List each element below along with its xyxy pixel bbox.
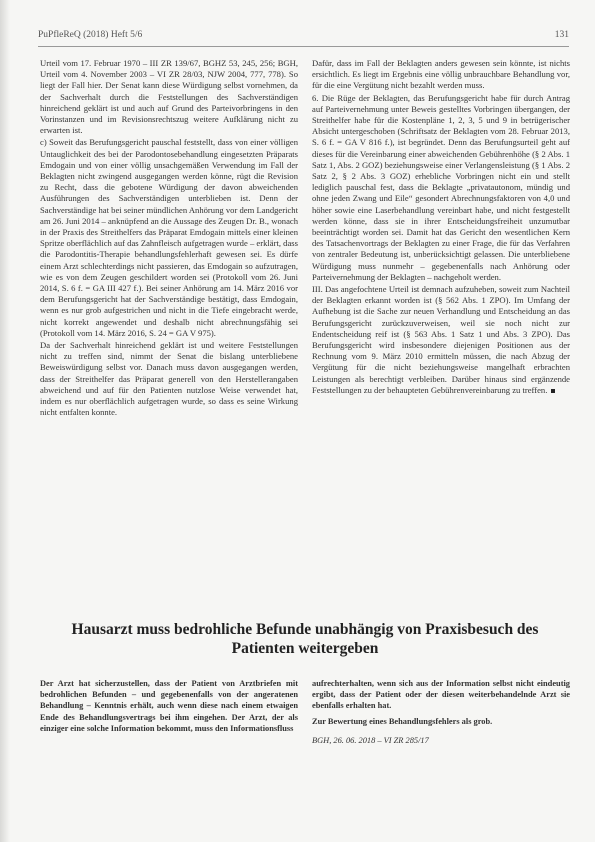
upper-article-body: [40, 58, 570, 588]
lower-right-column: [312, 678, 570, 747]
article-end-mark: [551, 389, 555, 393]
court-citation: BGH, 26. 06. 2018 – VI ZR 285/17: [312, 735, 429, 745]
paragraph: Da der Sachverhalt hinreichend geklärt ist und weitere Feststellungen nicht zu treffen sind, nimmt der Senat die bislang unterbliebene Beweiswürdigung selbst vor. Danach muss davon ausgegangen werden, dass der Streithelfer das Präparat generell von den Herstellerangaben abweichend und auf für den Patienten nutzlose Weise verwendet hat, indem es nur oberflächlich aufgetragen wurde, so dass es seine Wirkung nicht entfalten konnte.: [40, 340, 298, 418]
headnote-note: Zur Bewertung eines Behandlungsfehlers als grob.: [312, 716, 493, 726]
paragraph: [312, 284, 570, 396]
article-headline: Hausarzt muss bedrohliche Befunde unabhängig von Praxisbesuch des Patienten weitergeben: [71, 621, 539, 657]
headnote-text: Der Arzt hat sicherzustellen, dass der Patient von Arztbriefen mit bedrohlichen Befunden – und gegebenenfalls von der angeratenen Behandlung – Kenntnis erhält, auch wenn diese nach einem etwaigen Ende des Behandlungsvertrags bei ihm eingehen. Der Arzt, der als einziger eine solche Information bekommt, muss den Informationsfluss: [40, 679, 298, 733]
lower-left-column: [40, 678, 298, 735]
header-divider: [38, 46, 569, 47]
left-column: [40, 58, 298, 420]
paragraph: Urteil vom 17. Februar 1970 – III ZR 139/67, BGHZ 53, 245, 256; BGH, Urteil vom 4. November 2003 – VI ZR 28/03, NJW 2004, 777, 778). So liegt der Fall hier. Der Senat kann diese Würdigung selbst vornehmen, da der Sachverhalt durch die Feststellungen des Sachverständigen hinreichend geklärt ist und auch auf Grund des Parteivorbringens in den Vorinstanzen und im Revisionsrechtszug weitere Aufklärung nicht zu erwarten ist.: [40, 58, 298, 136]
paragraph-text: III. Das angefochtene Urteil ist demnach aufzuheben, soweit zum Nachteil der Beklagten erkannt worden ist (§ 562 Abs. 1 ZPO). Im Umfang der Aufhebung ist die Sache zur neuen Verhandlung und Entscheidung an das Berufungsgericht zurückzuverweisen, weil sie noch nicht zur Endentscheidung reif ist (§ 563 Abs. 1 Satz 1 und Abs. 3 ZPO). Das Berufungsgericht wird insbesondere diejenigen Positionen aus der Rechnung vom 9. März 2010 ermitteln müssen, die nach Abzug der Vergütung für die nicht beziehungsweise mangelhaft erbrachten Leistungen als berechtigt verbleiben. Darüber hinaus sind ergänzende Feststellungen zu der behaupteten Gebührenvereinbarung zu treffen.: [312, 284, 570, 395]
page-number: 131: [554, 30, 569, 40]
journal-reference: PuPfleReQ (2018) Heft 5/6: [38, 30, 143, 40]
headnote-continuation: aufrechterhalten, wenn sich aus der Information selbst nicht eindeutig ergibt, dass der Patient oder der diesen weiterbehandelnde Arzt sie ebenfalls erhalten hat.: [312, 679, 570, 711]
paragraph: c) Soweit das Berufungsgericht pauschal feststellt, dass von einer völligen Untauglichkeit des bei der Parodontosebehandlung eingesetzten Präparats Emdogain und von einer völlig unsachgemäßen Verwendung im Fall der Beklagten nicht zwingend ausgegangen werden könne, rügt die Revision zu Recht, dass die gebotene Würdigung der davon abweichenden Ausführungen des Sachverständigen unterblieben ist. Denn der Sachverständige hat bei seiner mündlichen Anhörung vor dem Landgericht am 26. Juni 2014 – anknüpfend an die Aussage des Zeugen Dr. B., wonach in der Praxis des Streithelfers das Präparat Emdogain mittels einer kleinen Spritze oberflächlich auf das Zahnfleisch aufgetragen wurde – erklärt, dass die Parodontitis-Therapie behandlungsfehlerhaft gewesen sei. Es dürfe einem Arzt schlechterdings nicht passieren, das Emdogain so aufzutragen, wie es von dem Zeugen geschildert worden sei (Protokoll vom 26. Juni 2014, S. 6 f. = GA III 427 f.). Bei seiner Anhörung am 14. März 2016 vor dem Berufungsgericht hat der Sachverständige bestätigt, dass Emdogain, wenn es nur grob aufgestrichen und nicht in die Tiefe eingebracht werde, nicht korrekt angewendet und deshalb nicht abrechnungsfähig sei (Protokoll vom 14. März 2016, S. 24 = GA V 975).: [40, 137, 298, 338]
page-edge-shadow: [0, 0, 10, 842]
right-column: [312, 58, 570, 397]
lower-article-body: [40, 678, 570, 768]
paragraph: Dafür, dass im Fall der Beklagten anders gewesen sein könnte, ist nichts ersichtlich. Es liegt im Ergebnis eine völlig unbrauchbare Behandlung vor, für die eine Vergütung nicht bezahlt werden muss.: [312, 58, 570, 91]
paragraph: 6. Die Rüge der Beklagten, das Berufungsgericht habe für durch Antrag auf Parteivernehmung unter Beweis gestelltes Vorbringen übergangen, der Streithelfer habe für die Kostenpläne 1, 2, 3, 5 und 9 in betrügerischer Absicht untergeschoben (Schriftsatz der Beklagten vom 28. Februar 2013, S. 6 f. = GA V 816 f.), ist begründet. Denn das Berufungsurteil geht auf dieses für die Vereinbarung einer abweichenden Gebührenhöhe (§ 2 Abs. 1 Satz 1, Abs. 2 GOZ) beziehungsweise einer Verlangensleistung (§ 1 Abs. 2 Satz 2, § 2 Abs. 3 GOZ) erhebliche Vorbringen nicht ein und stellt lediglich pauschal fest, dass die Beklagte „privatautonom, mündig und ohne jeden Zwang und Eile“ gesondert Abrechnungsfaktoren von 4,0 und höher sowie eine Laserbehandlung vereinbart habe, und nicht festgestellt werden könne, dass sie in ihrer Entscheidungsfreiheit unzumutbar beeinträchtigt worden sei. Damit hat das Gericht den wesentlichen Kern des Tatsachenvortrags der Beklagten zu einer Frage, die für das Verfahren von zentraler Bedeutung ist, unberücksichtigt gelassen. Die unterbliebene Würdigung muss nunmehr – gegebenenfalls nach Anhörung oder Parteivernehmung der Beklagten – nachgeholt werden.: [312, 92, 570, 282]
page-header: [38, 30, 569, 44]
